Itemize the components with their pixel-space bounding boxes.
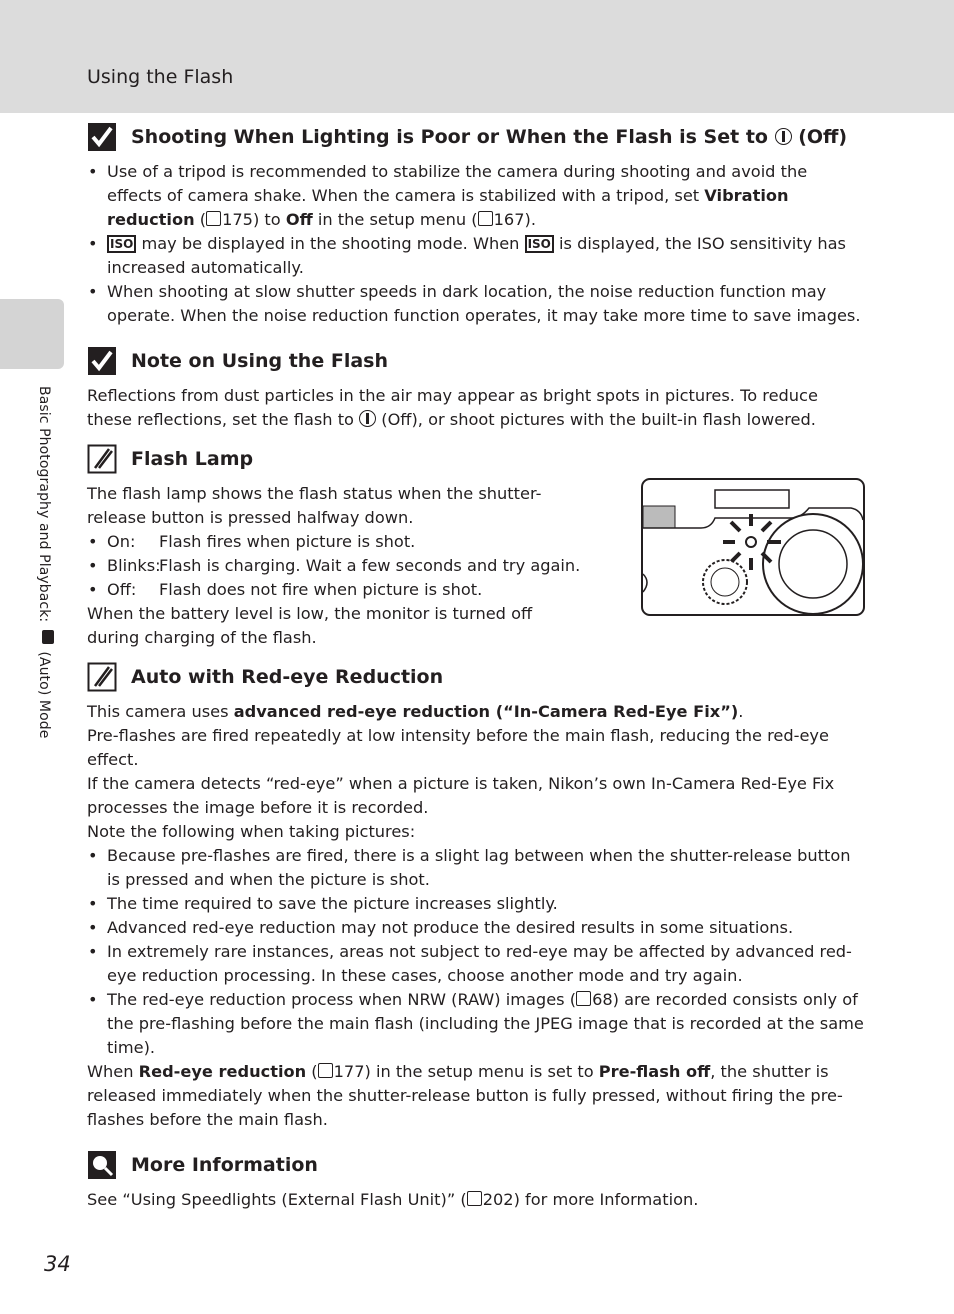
paragraph: If the camera detects “red-eye” when a picture is taken, Nikon’s own In-Camera Red-Eye Fix processes the image before it is recorded. [87, 774, 835, 817]
more-info-magnifier-icon [87, 1150, 117, 1180]
iso-icon: ISO [107, 235, 136, 253]
flash-off-icon [775, 128, 792, 145]
section-heading: More Information [87, 1150, 865, 1180]
paragraph: Reflections from dust particles in the air may appear as bright spots in pictures. To reduce these reflections, set the flash to (Off), or shoot pictures with the built-in flash lowered. [87, 386, 818, 429]
paragraph: Note the following when taking pictures: [87, 822, 416, 841]
section-heading: Auto with Red-eye Reduction [87, 662, 865, 692]
section-more-info [87, 1150, 865, 1212]
camera-mode-icon [42, 630, 54, 644]
note-pencil-icon [87, 444, 117, 474]
paragraph: When Red-eye reduction ( 177) in the setup menu is set to Pre-flash off, the shutter is released immediately when the shutter-release button is fully pressed, without firing the pre-flashes before the main flash. [87, 1062, 843, 1129]
list-item: • When shooting at slow shutter speeds in dark location, the noise reduction function may operate. When the noise reduction function operates, it may take more time to save images. [87, 280, 865, 328]
status-list [87, 530, 587, 602]
flash-lamp-illustration [641, 478, 865, 616]
section-heading: Flash Lamp [87, 444, 865, 474]
page-ref-icon [206, 211, 221, 226]
list-item: • In extremely rare instances, areas not subject to red-eye may be affected by advanced red-eye reduction processing. In these cases, choose another mode and try again. [87, 940, 865, 988]
paragraph: When the battery level is low, the monitor is turned off during charging of the flash. [87, 604, 533, 647]
page-header-title: Using the Flash [87, 66, 234, 88]
page-ref-icon [467, 1191, 482, 1206]
header-band [0, 0, 954, 113]
list-item: • Advanced red-eye reduction may not produce the desired results in some situations. [87, 916, 865, 940]
paragraph: This camera uses advanced red-eye reduction (“In-Camera Red-Eye Fix”). [87, 702, 744, 721]
note-pencil-icon [87, 662, 117, 692]
section-flash-lamp [87, 444, 865, 650]
section-heading: Shooting When Lighting is Poor or When the Flash is Set to (Off) [87, 122, 865, 152]
chapter-label-prefix: Basic Photography and Playback: [36, 386, 52, 627]
bullet-list [87, 844, 865, 1060]
section-red-eye [87, 662, 865, 1132]
chapter-label-suffix: (Auto) Mode [36, 646, 52, 739]
paragraph: The flash lamp shows the flash status when the shutter-release button is pressed halfway down. [87, 484, 542, 527]
paragraph: Pre-flashes are fired repeatedly at low intensity before the main flash, reducing the red-eye effect. [87, 726, 829, 769]
list-item: • ISO may be displayed in the shooting mode. When ISO is displayed, the ISO sensitivity has increased automatically. [87, 232, 865, 280]
paragraph: See “Using Speedlights (External Flash Unit)” ( 202) for more Information. [87, 1190, 699, 1209]
list-item: • The red-eye reduction process when NRW (RAW) images ( 68) are recorded consists only of the pre-flashing before the main flash (including the JPEG image that is recorded at the same time). [87, 988, 865, 1060]
list-item: • Use of a tripod is recommended to stabilize the camera during shooting and avoid the effects of camera shake. When the camera is stabilized with a tripod, set Vibration reduction ( 175) to Off in the setup menu ( 167). [87, 160, 865, 232]
list-item: • Because pre-flashes are fired, there is a slight lag between when the shutter-release button is pressed and when the picture is shot. [87, 844, 865, 892]
page-ref-icon [478, 211, 493, 226]
section-poor-lighting [87, 122, 865, 328]
caution-check-icon [87, 346, 117, 376]
list-item: • Off: Flash does not fire when picture is shot. [87, 578, 587, 602]
list-item: • Blinks: Flash is charging. Wait a few seconds and try again. [87, 554, 587, 578]
chapter-tab [0, 299, 64, 369]
page-number: 34 [44, 1252, 71, 1276]
list-item: • The time required to save the picture increases slightly. [87, 892, 865, 916]
section-heading: Note on Using the Flash [87, 346, 865, 376]
iso-icon: ISO [525, 235, 554, 253]
chapter-side-label [36, 386, 54, 738]
bullet-list [87, 160, 865, 328]
section-note-flash [87, 346, 865, 432]
flash-off-icon [359, 410, 376, 427]
page-content [87, 122, 865, 1212]
caution-check-icon [87, 122, 117, 152]
list-item: • On: Flash fires when picture is shot. [87, 530, 587, 554]
page-ref-icon [318, 1063, 333, 1078]
page-ref-icon [576, 991, 591, 1006]
